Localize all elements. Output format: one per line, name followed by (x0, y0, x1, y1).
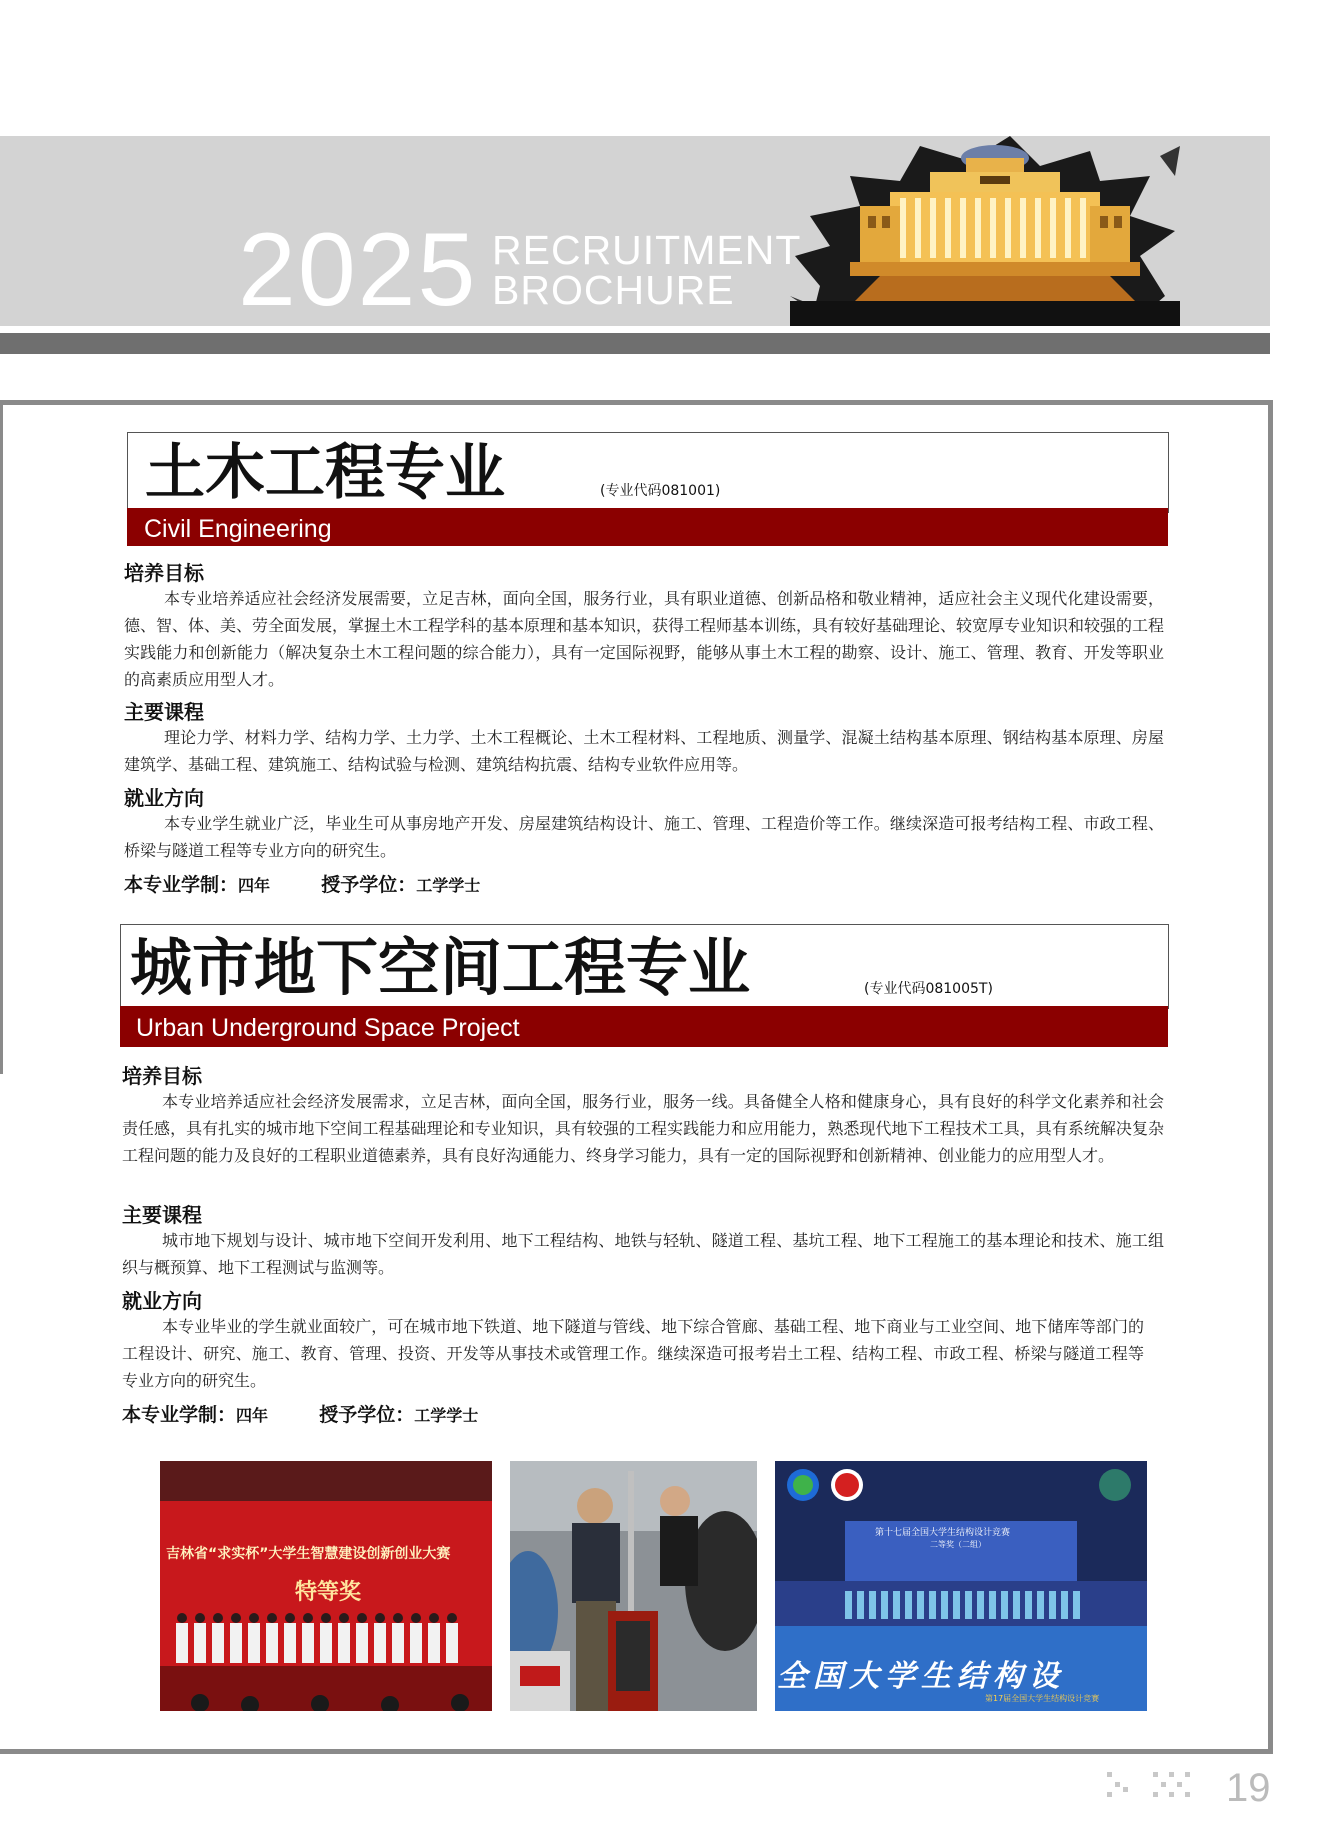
major-title-en-bar (120, 1006, 1168, 1047)
section-heading-career: 就业方向 (122, 1289, 202, 1313)
page-number: 19 (1226, 1766, 1271, 1810)
page-decoration-dots-icon (1103, 1768, 1203, 1808)
degree-label: 授予学位： (319, 1404, 415, 1426)
courses-paragraph: 理论力学、材料力学、结构力学、土力学、土木工程概论、土木工程材料、工程地质、测量学、混凝土结构基本原理、钢结构基本原理、房屋建筑学、基础工程、建筑施工、结构试验与检测、建筑结构抗震、结构专业软件应用等。 (124, 728, 1164, 774)
section-heading-courses: 主要课程 (124, 700, 204, 724)
photo-stage-bottom-text: 全国大学生结构设 (777, 1659, 1065, 1694)
goal-paragraph: 本专业培养适应社会经济发展需求，立足吉林，面向全国，服务行业，服务一线。具备健全人格和健康身心，具有良好的科学文化素养和社会责任感，具有扎实的城市地下空间工程基础理论和专业知识，具有较强的工程实践能力和应用能力，熟悉现代地下工程技术工具，具有系统解决复杂工程问题的能力及良好的工程职业道德素养，具有良好沟通能力、终身学习能力，具有一定的国际视野和创新精神、创业能力的应用型人才。 (122, 1092, 1164, 1165)
career-paragraph: 本专业学生就业广泛，毕业生可从事房地产开发、房屋建筑结构设计、施工、管理、工程造价等工作。继续深造可报考结构工程、市政工程、桥梁与隧道工程等专业方向的研究生。 (124, 814, 1164, 860)
section-heading-courses: 主要课程 (122, 1203, 202, 1227)
major-title-en-bar (127, 508, 1168, 546)
duration-value: 四年 (236, 1406, 269, 1425)
photo-stage-logo-line: 第17届全国大学生结构设计竞赛 (985, 1694, 1100, 1703)
photo-structure-test (510, 1461, 757, 1711)
section-heading-goal: 培养目标 (122, 1064, 202, 1088)
photo-stage-title: 第十七届全国大学生结构设计竞赛 (875, 1528, 1011, 1538)
major-title-cn: 城市地下空间工程专业 (130, 931, 751, 1004)
degree-value: 工学学士 (416, 876, 481, 895)
duration-label: 本专业学制： (124, 874, 239, 896)
duration-degree-line (124, 870, 480, 897)
photo-competition-logos (785, 1467, 1137, 1507)
major-title-cn: 土木工程专业 (145, 438, 505, 508)
degree-value: 工学学士 (414, 1406, 479, 1425)
brochure-title (492, 227, 802, 313)
duration-label: 本专业学制： (122, 1404, 237, 1426)
major-code: (专业代码081001) (600, 483, 721, 499)
photo-award-banner-text: 吉林省“求实杯”大学生智慧建设创新创业大赛 (166, 1546, 451, 1562)
goal-paragraph: 本专业培养适应社会经济发展需要，立足吉林，面向全国，服务行业，具有职业道德、创新品格和敬业精神，适应社会主义现代化建设需要，德、智、体、美、劳全面发展，掌握土木工程学科的基本原理和基本知识，获得工程师基本训练，具有较好基础理论、较宽厚专业知识和较强的工程实践能力和创新能力（解决复杂土木工程问题的综合能力），具有一定国际视野，能够从事土木工程的勘察、设计、施工、管理、教育、开发等职业的高素质应用型人才。 (124, 589, 1165, 689)
brochure-title-line1: RECRUITMENT (492, 227, 802, 273)
section-heading-career: 就业方向 (124, 786, 204, 810)
major-title-en: Urban Underground Space Project (136, 1014, 520, 1042)
major-code: (专业代码081005T) (864, 981, 993, 997)
photo-award-people (160, 1611, 492, 1711)
section-heading-goal: 培养目标 (124, 561, 204, 585)
duration-value: 四年 (238, 876, 271, 895)
header-underline-bar (0, 333, 1270, 354)
frame-left-bar (0, 404, 3, 1074)
photo-national-competition (775, 1461, 1147, 1711)
photo-award-level: 特等奖 (295, 1580, 362, 1605)
degree-label: 授予学位： (321, 874, 417, 896)
brochure-year: 2025 (238, 212, 478, 328)
duration-degree-line (122, 1400, 478, 1427)
career-paragraph: 本专业毕业的学生就业面较广，可在城市地下铁道、地下隧道与管线、地下综合管廊、基础工程、地下商业与工业空间、地下储库等部门的工程设计、研究、施工、教育、管理、投资、开发等从事技术或管理工作。继续深造可报考岩土工程、结构工程、市政工程、桥梁与隧道工程等专业方向的研究生。 (122, 1317, 1144, 1390)
photo-ceiling (160, 1461, 492, 1501)
photo-stage-subtitle: 二等奖（二组） (930, 1540, 986, 1549)
major-title-en: Civil Engineering (144, 515, 332, 543)
campus-building-illustration (790, 136, 1180, 326)
courses-paragraph: 城市地下规划与设计、城市地下空间开发利用、地下工程结构、地铁与轻轨、隧道工程、基坑工程、地下工程施工的基本理论和技术、施工组织与概预算、地下工程测试与监测等。 (122, 1231, 1164, 1277)
photo-award-ceremony (160, 1461, 492, 1711)
photo-test-scene (510, 1461, 757, 1711)
brochure-title-line2: BROCHURE (492, 267, 735, 313)
